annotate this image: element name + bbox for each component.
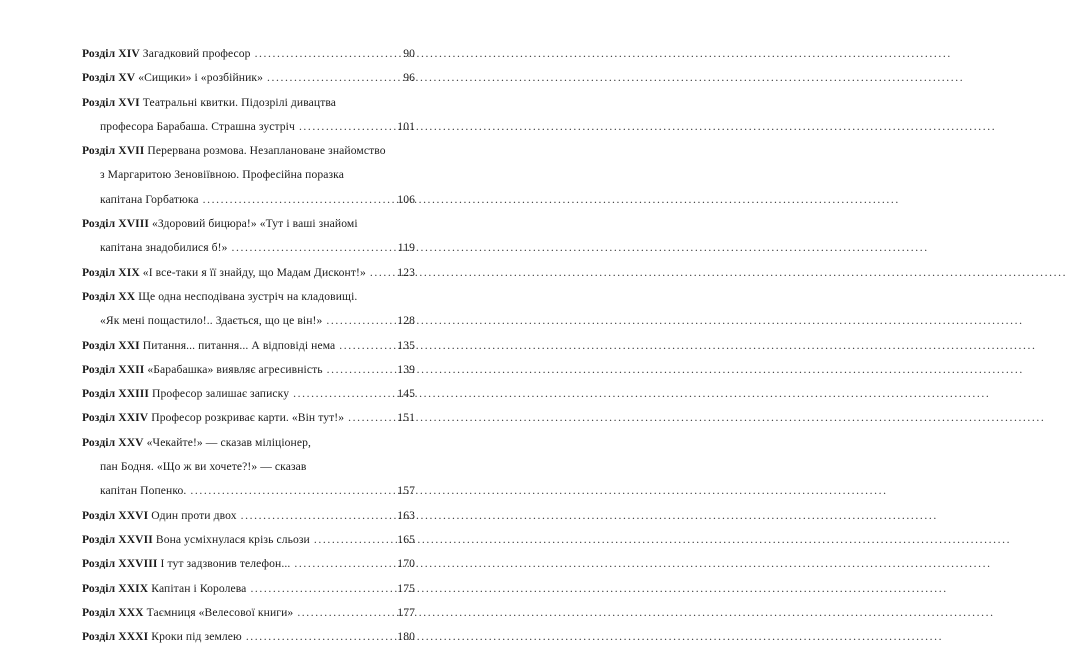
toc-line <box>82 66 415 90</box>
chapter-label: Розділ XXI <box>82 338 140 352</box>
chapter-label: Розділ XVI <box>82 95 140 109</box>
chapter-title: «Як мені пощастило!.. Здається, що це він!» <box>100 314 323 328</box>
toc-entry <box>82 406 415 430</box>
toc-line <box>82 139 415 163</box>
toc-entry <box>82 285 415 334</box>
dot-leader <box>370 261 391 285</box>
toc-line <box>82 334 415 358</box>
page-number: 157 <box>397 484 415 498</box>
toc-line <box>82 358 415 382</box>
table-of-contents <box>82 42 415 649</box>
page-number: 163 <box>397 508 415 522</box>
page-number: 151 <box>397 411 415 425</box>
toc-line <box>82 528 415 552</box>
chapter-title: Один проти двох <box>151 508 237 522</box>
toc-line-continuation <box>82 309 415 333</box>
toc-entry <box>82 334 415 358</box>
toc-line <box>82 504 415 528</box>
chapter-title: Капітан і Королева <box>151 581 247 595</box>
page-number: 135 <box>397 338 415 352</box>
toc-line <box>82 577 415 601</box>
chapter-title: «Здоровий бицюра!» «Тут і ваші знайомі <box>152 217 358 231</box>
toc-line-continuation <box>82 479 415 503</box>
chapter-label: Розділ XXVI <box>82 508 149 522</box>
toc-entry <box>82 625 415 649</box>
dot-leader <box>203 188 391 212</box>
chapter-label: Розділ XV <box>82 71 136 85</box>
chapter-label: Розділ XIV <box>82 47 140 60</box>
toc-entry <box>82 528 415 552</box>
page-number: 177 <box>397 605 415 619</box>
dot-leader <box>297 601 391 625</box>
chapter-title: капітана Горбатюка <box>100 192 199 206</box>
toc-entry <box>82 504 415 528</box>
chapter-title: Загадковий професор <box>142 47 251 60</box>
chapter-title: з Маргаритою Зеновіївною. Професійна поразка <box>100 168 344 182</box>
toc-line <box>82 382 415 406</box>
toc-line-continuation <box>82 455 415 479</box>
chapter-title: «Барабашка» виявляє агресивність <box>147 362 323 376</box>
dot-leader <box>267 66 391 90</box>
toc-entry <box>82 261 415 285</box>
toc-line <box>82 285 415 309</box>
chapter-label: Розділ XXXI <box>82 630 149 644</box>
dot-leader <box>246 625 391 649</box>
toc-entry <box>82 66 415 90</box>
toc-entry <box>82 431 415 504</box>
chapter-label: Розділ XXV <box>82 435 144 449</box>
chapter-label: Розділ XXVIII <box>82 557 158 571</box>
chapter-title: Театральні квитки. Підозрілі дивацтва <box>142 95 337 109</box>
chapter-title: «І все-таки я її знайду, що Мадам Дисконт!» <box>142 265 366 279</box>
toc-entry <box>82 139 415 212</box>
chapter-title: Професор розкриває карти. «Він тут!» <box>151 411 345 425</box>
toc-line <box>82 42 415 66</box>
chapter-label: Розділ XXIII <box>82 387 150 401</box>
chapter-label: Розділ XXVII <box>82 532 153 546</box>
chapter-title: Питання... питання... А відповіді нема <box>142 338 336 352</box>
toc-line <box>82 552 415 576</box>
chapter-label: Розділ XXIV <box>82 411 149 425</box>
toc-line <box>82 261 415 285</box>
toc-line-continuation <box>82 115 415 139</box>
chapter-label: Розділ XX <box>82 289 136 303</box>
chapter-title: пан Бодня. «Що ж ви хочете?!» — сказав <box>100 460 307 474</box>
chapter-label: Розділ XXIX <box>82 581 149 595</box>
toc-entry <box>82 91 415 140</box>
toc-entry <box>82 577 415 601</box>
chapter-title: капітан Попенко. <box>100 484 187 498</box>
page-number: 139 <box>397 362 415 376</box>
toc-line-continuation <box>82 188 415 212</box>
dot-leader <box>314 528 391 552</box>
page-number: 96 <box>403 71 415 85</box>
page-number: 123 <box>397 265 415 279</box>
chapter-label: Розділ XVII <box>82 144 145 158</box>
dot-leader <box>339 334 391 358</box>
chapter-title: Вона усміхнулася крізь сльози <box>155 532 310 546</box>
toc-entry <box>82 601 415 625</box>
dot-leader <box>294 552 391 576</box>
dot-leader <box>255 42 391 66</box>
toc-line <box>82 601 415 625</box>
dot-leader <box>232 236 391 260</box>
book-page <box>0 0 499 644</box>
chapter-title: «Сищики» і «розбійник» <box>138 71 264 85</box>
chapter-title: Професор залишає записку <box>152 387 290 401</box>
dot-leader <box>327 358 391 382</box>
page-number: 119 <box>397 241 415 255</box>
page-number: 180 <box>397 630 415 644</box>
chapter-title: Кроки під землею <box>151 630 242 644</box>
chapter-title: капітана знадобилися б!» <box>100 241 228 255</box>
dot-leader <box>293 382 391 406</box>
page-number: 170 <box>397 557 415 571</box>
chapter-title: професора Барабаша. Страшна зустріч <box>100 119 295 133</box>
toc-line <box>82 406 415 430</box>
toc-line <box>82 625 415 649</box>
chapter-title: І тут задзвонив телефон... <box>160 557 291 571</box>
toc-line-continuation <box>82 163 415 187</box>
chapter-label: Розділ XXX <box>82 605 144 619</box>
chapter-title: Таємниця «Велесової книги» <box>146 605 294 619</box>
chapter-label: Розділ XVIII <box>82 217 150 231</box>
dot-leader <box>299 115 391 139</box>
chapter-label: Розділ XIX <box>82 265 140 279</box>
dot-leader <box>348 406 391 430</box>
toc-entry <box>82 42 415 66</box>
dot-leader <box>190 479 391 503</box>
dot-leader <box>250 577 391 601</box>
page-number: 90 <box>403 47 415 60</box>
page-number: 106 <box>397 192 415 206</box>
toc-line-continuation <box>82 236 415 260</box>
page-number: 101 <box>397 119 415 133</box>
page-number: 145 <box>397 387 415 401</box>
toc-line <box>82 431 415 455</box>
chapter-title: Ще одна несподівана зустріч на кладовищі. <box>138 289 358 303</box>
page-number: 175 <box>397 581 415 595</box>
chapter-title: «Чекайте!» — сказав міліціонер, <box>146 435 311 449</box>
page-number: 128 <box>397 314 415 328</box>
toc-entry <box>82 552 415 576</box>
toc-entry <box>82 212 415 261</box>
toc-entry <box>82 382 415 406</box>
dot-leader <box>241 504 391 528</box>
dot-leader <box>326 309 391 333</box>
toc-line <box>82 91 415 115</box>
toc-line <box>82 212 415 236</box>
chapter-title: Перервана розмова. Незаплановане знайомство <box>147 144 386 158</box>
page-number: 165 <box>397 532 415 546</box>
chapter-label: Розділ XXII <box>82 362 145 376</box>
toc-entry <box>82 358 415 382</box>
